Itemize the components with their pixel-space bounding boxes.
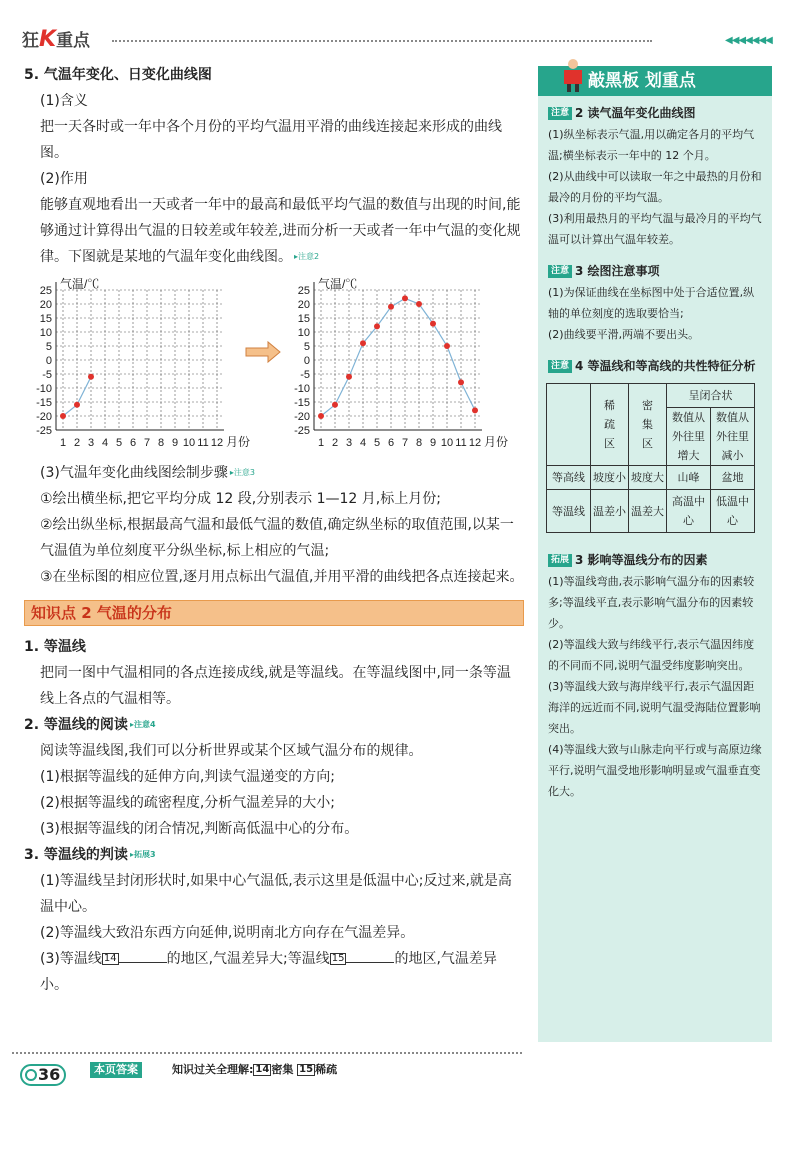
x-tick-label: 10 bbox=[440, 437, 454, 449]
x-tick-label: 12 bbox=[210, 437, 224, 449]
note-2-item: (1)纵坐标表示气温,用以确定各月的平均气温;横坐标表示一年中的 12 个月。 bbox=[548, 128, 755, 162]
y-tick-label: -15 bbox=[36, 397, 52, 409]
table-cell: 坡度小 bbox=[591, 466, 629, 490]
y-tick-label: 20 bbox=[297, 299, 310, 311]
x-tick-label: 3 bbox=[345, 437, 353, 449]
blank-14-number: 14 bbox=[103, 953, 117, 964]
blank-15[interactable] bbox=[346, 949, 394, 963]
x-tick-label: 11 bbox=[455, 437, 467, 449]
x-axis-label: 月份 bbox=[226, 435, 251, 449]
right-arrow-icon bbox=[246, 342, 280, 362]
note-4-block bbox=[538, 349, 772, 543]
main-content bbox=[24, 62, 524, 998]
table-row-isotherm: 等温线 bbox=[547, 490, 591, 533]
note-4-tag: ▸注意4 bbox=[129, 720, 156, 729]
x-axis-label: 月份 bbox=[484, 435, 509, 449]
note-badge: 注意 bbox=[548, 107, 572, 120]
sidebar-key-points bbox=[538, 66, 772, 1042]
judging-1: (1)等温线呈封闭形状时,如果中心气温低,表示这里是低温中心;反过来,就是高温中心。 bbox=[40, 873, 512, 915]
reading-2: (2)根据等温线的疏密程度,分析气温差异的大小; bbox=[40, 795, 335, 811]
s5-sub2-text: 能够直观地看出一天或者一年中的最高和最低平均气温的数值与出现的时间,能够通过计算得出气温的日较差或年较差,进而分析一天或者一年中气温的变化规律。下图就是某地的气温年变化曲线图。 ▸注意2 bbox=[24, 192, 524, 270]
x-tick-label: 8 bbox=[415, 437, 423, 449]
data-point bbox=[458, 379, 464, 385]
s5-sub2: (2)作用 bbox=[40, 171, 88, 187]
note-badge: 注意 bbox=[548, 265, 572, 278]
judging-2: (2)等温线大致沿东西方向延伸,说明南北方向存在气温差异。 bbox=[40, 925, 415, 941]
step-2: ②绘出纵坐标,根据最高气温和最低气温的数值,确定纵坐标的取值范围,以某一气温值为单位刻度平分纵坐标,标上相应的气温; bbox=[40, 517, 514, 559]
blank-14[interactable] bbox=[119, 949, 167, 963]
reading-3: (3)根据等温线的闭合情况,判断高低温中心的分布。 bbox=[40, 821, 359, 837]
table-header-decrease: 数值从外往里减小 bbox=[711, 408, 755, 466]
answer-text: 知识过关全理解: 14 密集 15 稀疏 bbox=[172, 1063, 338, 1076]
extension-3-item: (2)等温线大致与纬线平行,表示气温因纬度的不同而不同,说明气温受纬度影响突出。 bbox=[548, 638, 755, 672]
heading-isotherm: 1. 等温线 bbox=[24, 639, 86, 655]
heading-judging: 3. 等温线的判读 ▸拓展3 bbox=[24, 842, 524, 868]
x-tick-label: 2 bbox=[331, 437, 339, 449]
judging-3: (3)等温线 14 的地区,气温差异大;等温线 15 的地区,气温差异小。 bbox=[40, 951, 497, 993]
knowledge-point-2-banner: 知识点 2 气温的分布 bbox=[24, 600, 524, 626]
x-tick-label: 4 bbox=[101, 437, 109, 449]
note-badge: 注意 bbox=[548, 360, 572, 373]
data-point bbox=[444, 343, 450, 349]
x-tick-label: 11 bbox=[197, 437, 209, 449]
y-tick-label: -10 bbox=[294, 383, 310, 395]
table-cell: 温差大 bbox=[629, 490, 667, 533]
table-cell: 高温中心 bbox=[667, 490, 711, 533]
section-5-title: 5. 气温年变化、日变化曲线图 bbox=[24, 67, 212, 83]
extension-badge: 拓展 bbox=[548, 554, 572, 567]
data-point bbox=[472, 407, 478, 413]
clock-icon bbox=[25, 1069, 37, 1081]
x-tick-label: 8 bbox=[157, 437, 165, 449]
y-tick-label: 5 bbox=[303, 341, 310, 353]
table-header-closed: 呈闭合状 bbox=[667, 384, 755, 408]
note-4-heading: 注意 4 等温线和等高线的共性特征分析 bbox=[548, 355, 764, 377]
extension-3-item: (4)等温线大致与山脉走向平行或与高原边缘平行,说明气温受地形影响明显或气温垂直变化大。 bbox=[548, 743, 762, 798]
note-2-block bbox=[538, 96, 772, 254]
data-point bbox=[74, 402, 80, 408]
note-3-block bbox=[538, 254, 772, 349]
header-arrows-icon: ◀◀◀◀◀◀◀ bbox=[725, 35, 772, 46]
table-cell: 温差小 bbox=[591, 490, 629, 533]
s5-sub3: (3)气温年变化曲线图绘制步骤 ▸注意3 bbox=[24, 460, 524, 486]
header-divider bbox=[112, 40, 652, 42]
note-3-item: (1)为保证曲线在坐标图中处于合适位置,纵轴的单位刻度的选取要恰当; bbox=[548, 286, 755, 320]
table-cell: 低温中心 bbox=[711, 490, 755, 533]
y-tick-label: 10 bbox=[39, 327, 52, 339]
extension-3-heading: 拓展 3 影响等温线分布的因素 bbox=[548, 549, 764, 571]
answer-15-number: 15 bbox=[299, 1064, 314, 1075]
y-axis-label: 气温/℃ bbox=[318, 277, 358, 291]
data-point bbox=[374, 323, 380, 329]
teacher-icon bbox=[562, 58, 584, 92]
y-tick-label: -15 bbox=[294, 397, 310, 409]
y-tick-label: -5 bbox=[42, 369, 52, 381]
x-tick-label: 5 bbox=[115, 437, 123, 449]
s5-sub1: (1)含义 bbox=[40, 93, 88, 109]
step-3: ③在坐标图的相应位置,逐月用点标出气温值,并用平滑的曲线把各点连接起来。 bbox=[40, 569, 524, 585]
data-point bbox=[360, 340, 366, 346]
x-tick-label: 1 bbox=[317, 437, 325, 449]
book-logo: 狂K重点 bbox=[22, 27, 91, 52]
x-tick-label: 2 bbox=[73, 437, 81, 449]
sidebar-title: 敲黑板 划重点 bbox=[538, 66, 772, 96]
y-tick-label: 25 bbox=[39, 285, 52, 297]
step-1: ①绘出横坐标,把它平均分成 12 段,分别表示 1—12 月,标上月份; bbox=[40, 491, 441, 507]
s5-sub1-text: 把一天各时或一年中各个月份的平均气温用平滑的曲线连接起来形成的曲线图。 bbox=[40, 119, 502, 161]
extension-3-item: (3)等温线大致与海岸线平行,表示气温因距海洋的远近而不同,说明气温受海陆位置影响突出。 bbox=[548, 680, 761, 735]
y-tick-label: -20 bbox=[36, 411, 52, 423]
data-point bbox=[318, 413, 324, 419]
extension-3-tag: ▸拓展3 bbox=[129, 850, 156, 859]
x-tick-label: 5 bbox=[373, 437, 381, 449]
y-tick-label: -20 bbox=[294, 411, 310, 423]
x-tick-label: 6 bbox=[129, 437, 137, 449]
y-tick-label: 15 bbox=[297, 313, 310, 325]
page-footer bbox=[0, 1050, 528, 1086]
y-tick-label: -25 bbox=[294, 425, 310, 437]
y-tick-label: 25 bbox=[297, 285, 310, 297]
x-tick-label: 6 bbox=[387, 437, 395, 449]
blank-15-number: 15 bbox=[331, 953, 345, 964]
table-header-increase: 数值从外往里增大 bbox=[667, 408, 711, 466]
x-tick-label: 1 bbox=[59, 437, 67, 449]
note-3-heading: 注意 3 绘图注意事项 bbox=[548, 260, 764, 282]
data-point bbox=[346, 374, 352, 380]
x-tick-label: 12 bbox=[468, 437, 482, 449]
table-cell: 盆地 bbox=[711, 466, 755, 490]
x-tick-label: 9 bbox=[171, 437, 179, 449]
reading-1: (1)根据等温线的延伸方向,判读气温递变的方向; bbox=[40, 769, 335, 785]
x-tick-label: 3 bbox=[87, 437, 95, 449]
data-point bbox=[332, 402, 338, 408]
data-point bbox=[402, 295, 408, 301]
data-point bbox=[88, 374, 94, 380]
y-axis-label: 气温/℃ bbox=[60, 277, 100, 291]
x-tick-label: 4 bbox=[359, 437, 367, 449]
table-header-dense: 密集区 bbox=[629, 384, 667, 466]
footer-divider bbox=[12, 1052, 522, 1054]
note-3-tag: ▸注意3 bbox=[229, 468, 255, 477]
y-tick-label: 0 bbox=[303, 355, 310, 367]
x-tick-label: 7 bbox=[401, 437, 409, 449]
series-line bbox=[321, 298, 475, 416]
isotherm-text: 把同一图中气温相同的各点连接成线,就是等温线。在等温线图中,同一条等温线上各点的气温相等。 bbox=[40, 665, 511, 707]
y-tick-label: 15 bbox=[39, 313, 52, 325]
page-number: 36 bbox=[20, 1064, 66, 1086]
y-tick-label: 10 bbox=[297, 327, 310, 339]
note-2-tag: ▸注意2 bbox=[294, 252, 320, 261]
comparison-table bbox=[546, 383, 755, 533]
reading-text: 阅读等温线图,我们可以分析世界或某个区域气温分布的规律。 bbox=[40, 743, 423, 759]
table-row-contour: 等高线 bbox=[547, 466, 591, 490]
x-tick-label: 10 bbox=[182, 437, 196, 449]
y-tick-label: 5 bbox=[45, 341, 52, 353]
y-tick-label: -10 bbox=[36, 383, 52, 395]
y-tick-label: 0 bbox=[45, 355, 52, 367]
answer-14-number: 14 bbox=[255, 1064, 270, 1075]
temperature-charts bbox=[24, 276, 524, 456]
y-tick-label: 20 bbox=[39, 299, 52, 311]
note-2-item: (3)利用最热月的平均气温与最冷月的平均气温可以计算出气温年较差。 bbox=[548, 212, 762, 246]
y-tick-label: -25 bbox=[36, 425, 52, 437]
x-tick-label: 9 bbox=[429, 437, 437, 449]
note-2-item: (2)从曲线中可以读取一年之中最热的月份和最冷的月份的平均气温。 bbox=[548, 170, 762, 204]
data-point bbox=[388, 304, 394, 310]
answer-label: 本页答案 bbox=[90, 1062, 142, 1078]
y-tick-label: -5 bbox=[300, 369, 310, 381]
x-tick-label: 7 bbox=[143, 437, 151, 449]
table-cell: 山峰 bbox=[667, 466, 711, 490]
note-2-heading: 注意 2 读气温年变化曲线图 bbox=[548, 102, 764, 124]
heading-reading: 2. 等温线的阅读 ▸注意4 bbox=[24, 712, 524, 738]
table-cell: 坡度大 bbox=[629, 466, 667, 490]
extension-3-block bbox=[538, 543, 772, 806]
data-point bbox=[60, 413, 66, 419]
data-point bbox=[416, 301, 422, 307]
charts-svg bbox=[24, 276, 524, 456]
note-3-item: (2)曲线要平滑,两端不要出头。 bbox=[548, 328, 700, 341]
data-point bbox=[430, 321, 436, 327]
table-header-sparse: 稀疏区 bbox=[591, 384, 629, 466]
extension-3-item: (1)等温线弯曲,表示影响气温分布的因素较多;等温线平直,表示影响气温分布的因素较少。 bbox=[548, 575, 755, 630]
